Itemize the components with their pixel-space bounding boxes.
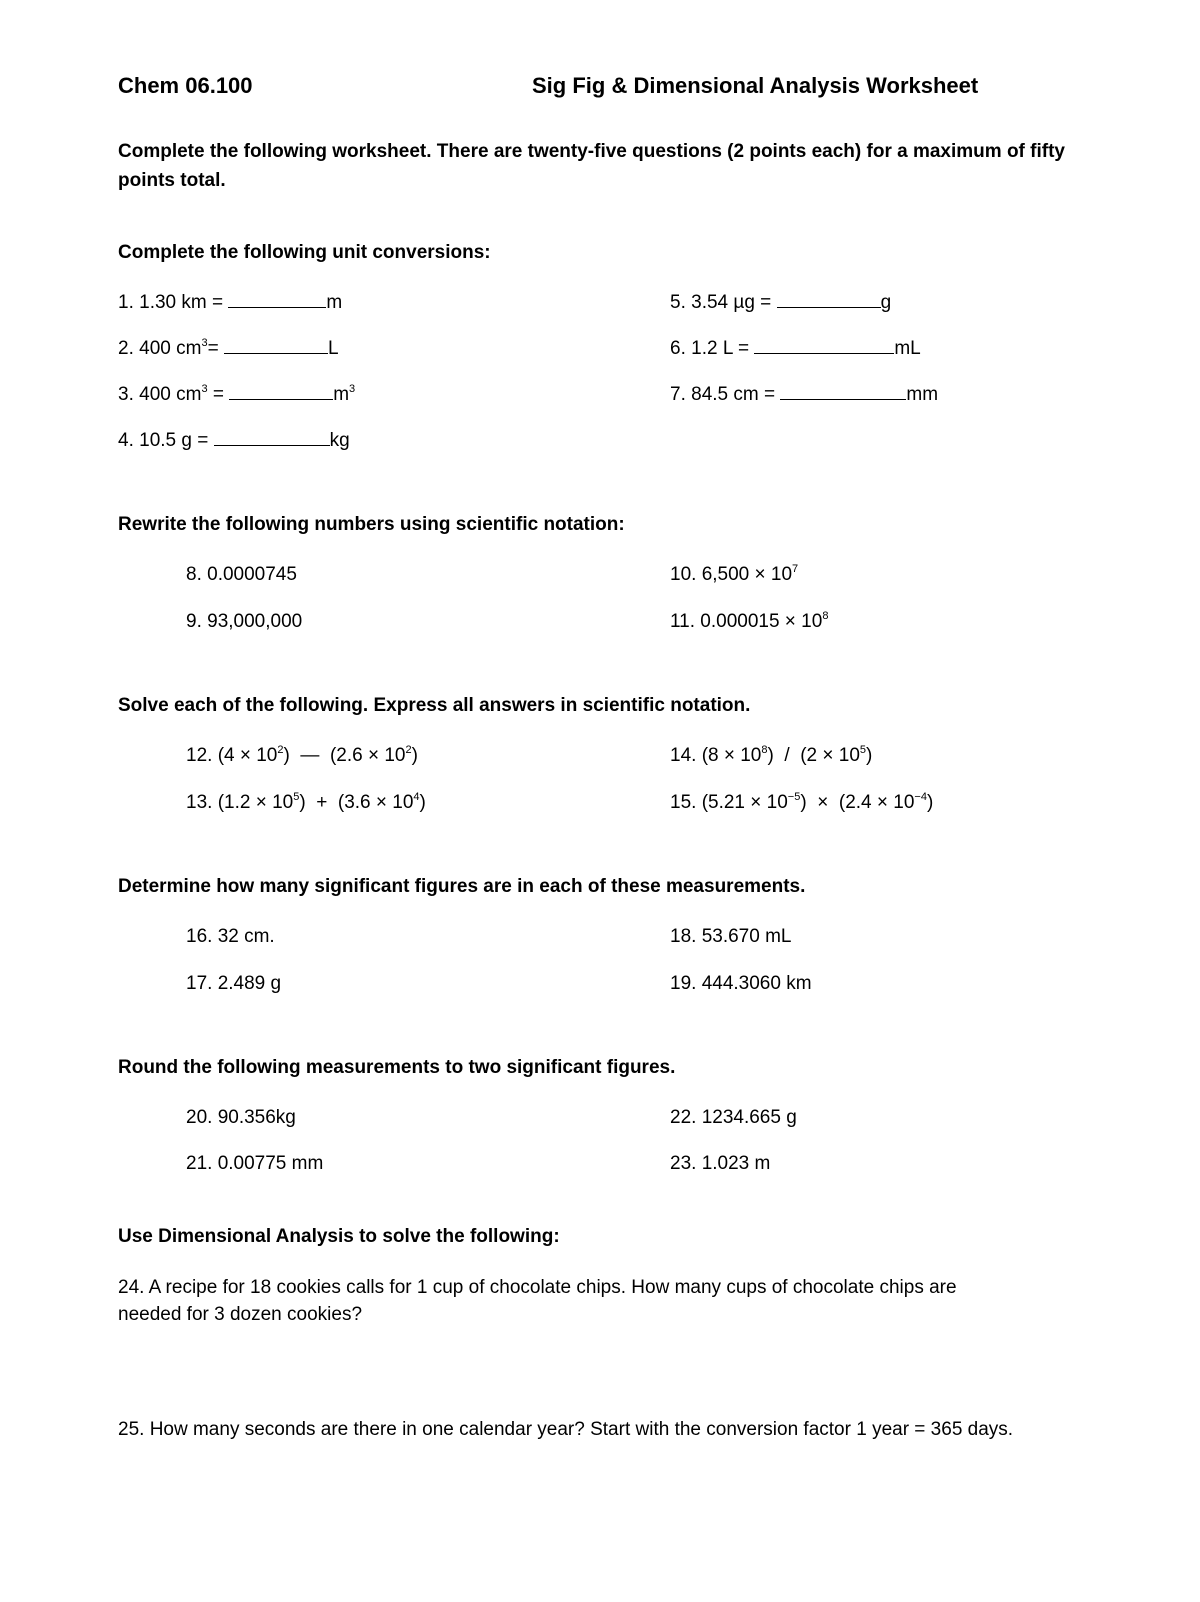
question-24-line-1: 24. A recipe for 18 cookies calls for 1 cup of chocolate chips. How many cups of chocolate chips are <box>118 1277 957 1298</box>
q7-answer-blank[interactable] <box>780 383 906 400</box>
question-18: 18. 53.670 mL <box>670 926 792 947</box>
q10-exponent: 7 <box>792 563 799 575</box>
q12-term-a: 12. (4 × 10 <box>186 745 278 766</box>
question-22: 22. 1234.665 g <box>670 1107 797 1128</box>
q2-prompt: 2. 400 cm <box>118 338 202 359</box>
q3-prompt: 3. 400 cm <box>118 384 202 405</box>
question-7 <box>670 383 938 406</box>
question-19: 19. 444.3060 km <box>670 973 812 994</box>
question-17: 17. 2.489 g <box>186 973 282 994</box>
question-24-line-2: needed for 3 dozen cookies? <box>118 1304 363 1325</box>
course-code: Chem 06.100 <box>118 73 253 98</box>
q5-answer-blank[interactable] <box>777 291 881 308</box>
section-heading-conversions: Complete the following unit conversions: <box>118 242 491 263</box>
q13-operator: ) + (3.6 × 10 <box>299 792 414 813</box>
q1-answer-blank[interactable] <box>228 291 326 308</box>
intro-line-2: points total. <box>118 170 226 191</box>
q11-base: 11. 0.000015 × 10 <box>670 611 823 632</box>
q10-base: 10. 6,500 × 10 <box>670 564 793 585</box>
question-5 <box>670 291 891 314</box>
question-9: 9. 93,000,000 <box>186 611 303 632</box>
q13-exp-a: 5 <box>293 791 300 803</box>
q3-equals: = <box>207 384 230 405</box>
q12-exp-a: 2 <box>277 744 284 756</box>
q2-equals: = <box>207 338 224 359</box>
question-3 <box>118 383 355 406</box>
q2-exponent: 3 <box>201 337 208 349</box>
q4-unit: kg <box>329 430 350 451</box>
question-25: 25. How many seconds are there in one calendar year? Start with the conversion factor 1 year = 365 days. <box>118 1419 1014 1440</box>
question-20: 20. 90.356kg <box>186 1107 296 1128</box>
question-4 <box>118 429 350 452</box>
q13-exp-b: 4 <box>413 791 420 803</box>
q15-term-a: 15. (5.21 × 10 <box>670 792 788 813</box>
q1-prompt: 1. 1.30 km = <box>118 292 229 313</box>
q14-term-a: 14. (8 × 10 <box>670 745 762 766</box>
question-8: 8. 0.0000745 <box>186 564 297 585</box>
q2-answer-blank[interactable] <box>224 337 328 354</box>
section-heading-round: Round the following measurements to two significant figures. <box>118 1057 676 1078</box>
q13-term-a: 13. (1.2 × 10 <box>186 792 294 813</box>
q15-exp-a: −5 <box>787 791 801 803</box>
q14-exp-a: 8 <box>761 744 768 756</box>
section-heading-scientific: Rewrite the following numbers using scientific notation: <box>118 514 625 535</box>
question-21: 21. 0.00775 mm <box>186 1153 324 1174</box>
q4-answer-blank[interactable] <box>214 429 330 446</box>
question-16: 16. 32 cm. <box>186 926 275 947</box>
section-heading-dimensional: Use Dimensional Analysis to solve the following: <box>118 1226 560 1247</box>
q4-prompt: 4. 10.5 g = <box>118 430 214 451</box>
q14-exp-b: 5 <box>859 744 867 756</box>
question-10 <box>670 564 798 586</box>
q14-end: ) <box>866 745 873 766</box>
q12-end: ) <box>411 745 418 766</box>
q15-end: ) <box>926 792 934 813</box>
q3-unit-exponent: 3 <box>349 383 356 395</box>
q14-operator: ) / (2 × 10 <box>767 745 860 766</box>
question-14 <box>670 745 872 767</box>
question-1 <box>118 291 342 314</box>
q7-unit: mm <box>906 384 939 405</box>
question-11 <box>670 611 828 633</box>
q1-unit: m <box>326 292 343 313</box>
q13-end: ) <box>419 792 426 813</box>
q12-exp-b: 2 <box>405 744 412 756</box>
section-heading-solve: Solve each of the following. Express all answers in scientific notation. <box>118 695 751 716</box>
q6-prompt: 6. 1.2 L = <box>670 338 755 359</box>
q3-exponent: 3 <box>201 383 208 395</box>
q6-answer-blank[interactable] <box>754 337 894 354</box>
worksheet-title: Sig Fig & Dimensional Analysis Worksheet <box>532 73 979 98</box>
intro-line-1: Complete the following worksheet. There are twenty-five questions (2 points each) for a maximum of fifty <box>118 141 1065 162</box>
q2-unit: L <box>327 338 339 359</box>
q3-unit: m <box>333 384 350 405</box>
q5-prompt: 5. 3.54 µg = <box>670 292 777 313</box>
question-13 <box>186 792 426 814</box>
q7-prompt: 7. 84.5 cm = <box>670 384 781 405</box>
question-6 <box>670 337 921 360</box>
question-12 <box>186 745 418 767</box>
q3-answer-blank[interactable] <box>229 383 333 400</box>
question-2 <box>118 337 339 360</box>
q6-unit: mL <box>894 338 921 359</box>
question-15 <box>670 792 933 814</box>
q11-exponent: 8 <box>822 610 829 622</box>
section-heading-sigfigs: Determine how many significant figures are in each of these measurements. <box>118 876 806 897</box>
q15-exp-b: −4 <box>914 791 927 803</box>
q5-unit: g <box>880 292 892 313</box>
q15-operator: ) × (2.4 × 10 <box>800 792 915 813</box>
q12-operator: ) — (2.6 × 10 <box>283 745 406 766</box>
question-23: 23. 1.023 m <box>670 1153 771 1174</box>
